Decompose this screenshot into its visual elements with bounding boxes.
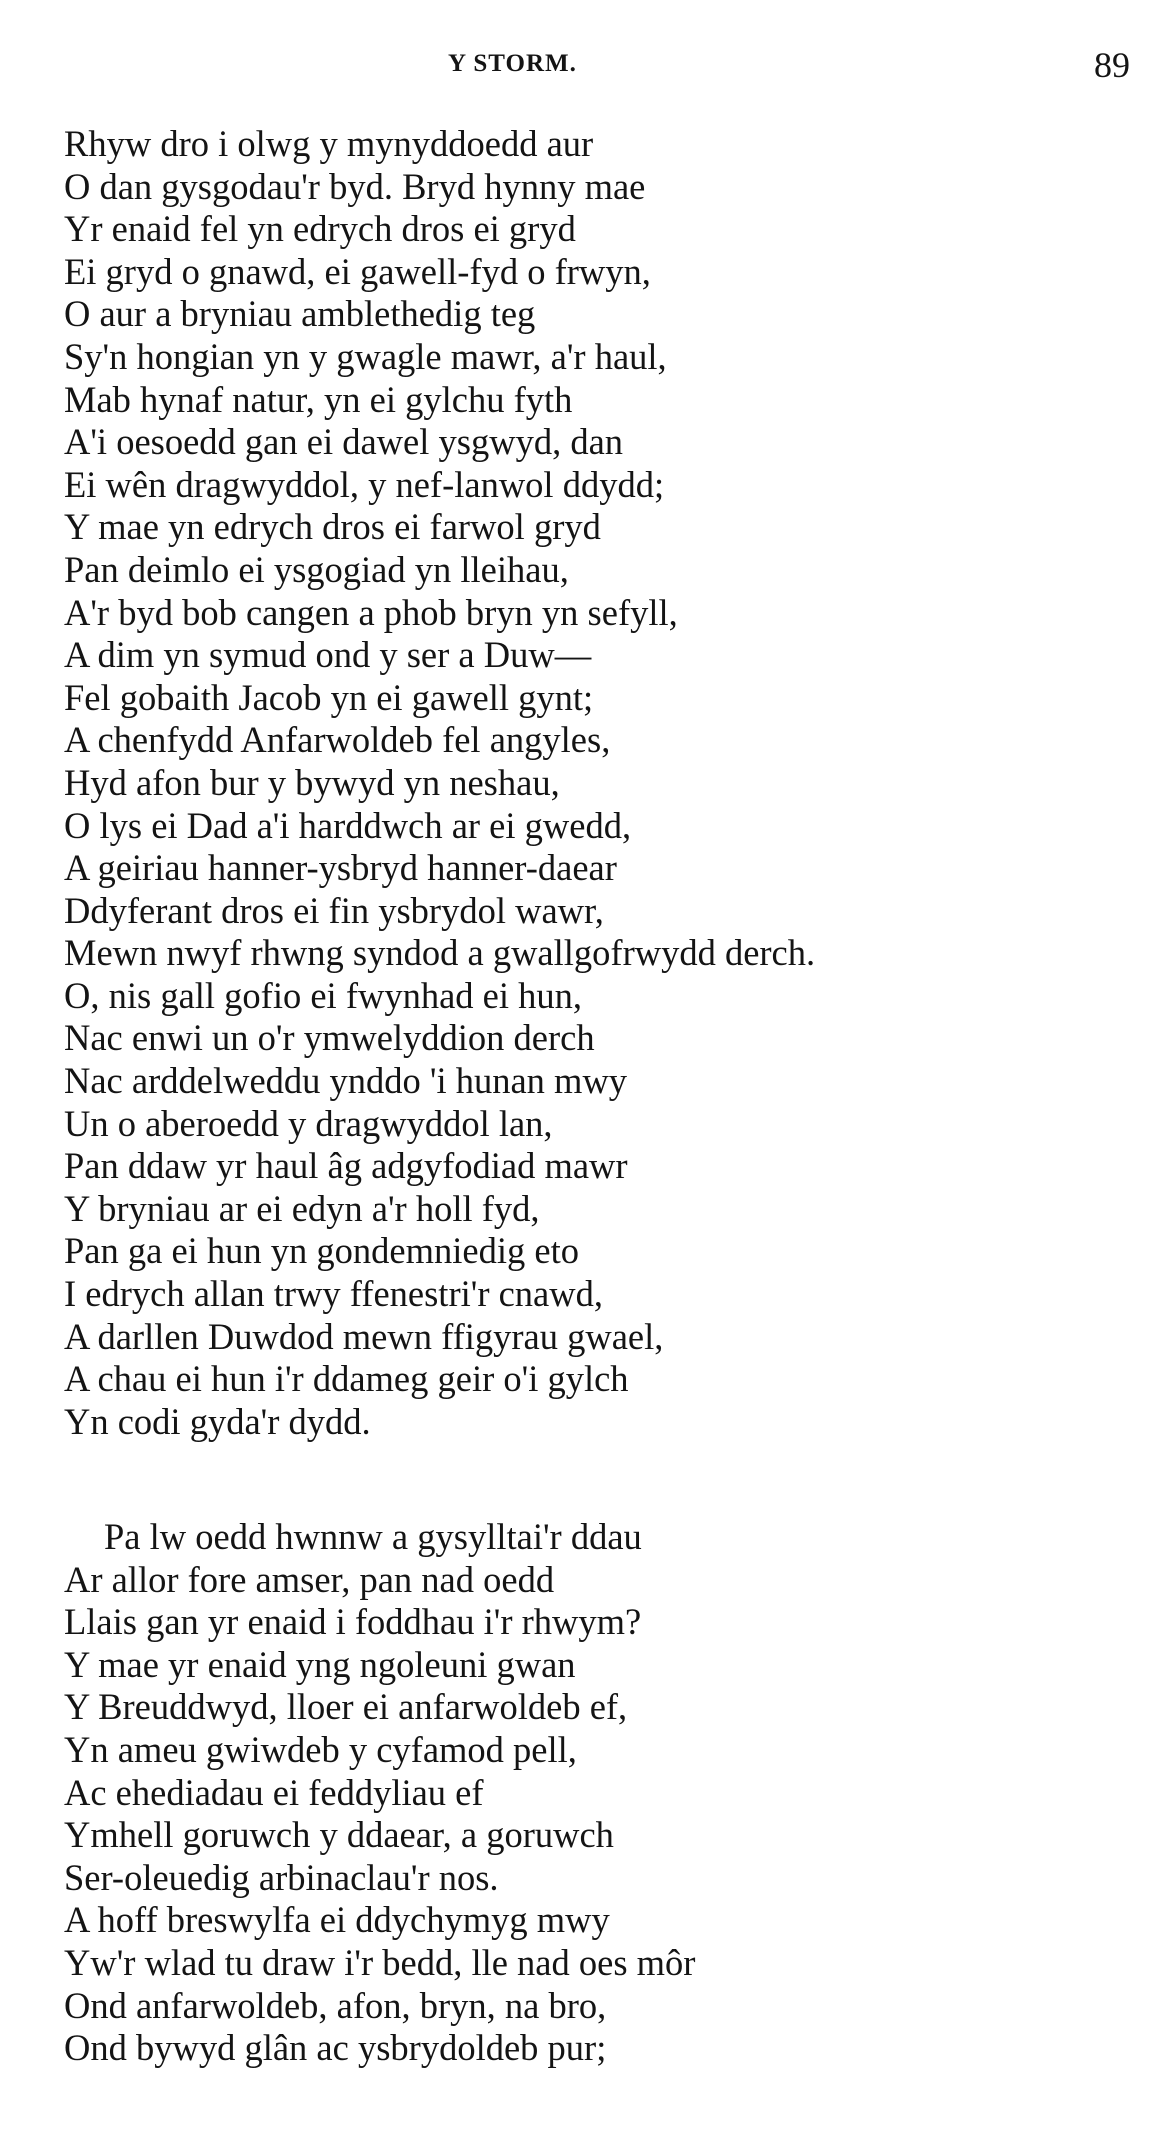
poem-line: Yr enaid fel yn edrych dros ei gryd (64, 208, 576, 250)
poem-line: Ymhell goruwch y ddaear, a goruwch (64, 1814, 614, 1856)
poem-line: O lys ei Dad a'i harddwch ar ei gwedd, (64, 804, 632, 846)
poem-line: Mab hynaf natur, yn ei gylchu fyth (64, 378, 573, 420)
poem-line: Mewn nwyf rhwng syndod a gwallgofrwydd derch. (64, 932, 816, 974)
poem-line: Y Breuddwyd, lloer ei anfarwoldeb ef, (64, 1686, 628, 1728)
poem-line: A geiriau hanner-ysbryd hanner-daear (64, 847, 617, 889)
poem-line: Y mae yr enaid yng ngoleuni gwan (64, 1643, 576, 1685)
poem-line: Ei wên dragwyddol, y nef-lanwol ddydd; (64, 463, 665, 505)
poem-line: Ar allor fore amser, pan nad oedd (64, 1558, 555, 1600)
poem-line: Pan deimlo ei ysgogiad yn lleihau, (64, 548, 569, 590)
poem-line: Pan ga ei hun yn gondemniedig eto (64, 1230, 579, 1272)
poem-line: Yw'r wlad tu draw i'r bedd, lle nad oes môr (64, 1941, 696, 1983)
poem-line: A'i oesoedd gan ei dawel ysgwyd, dan (64, 421, 624, 463)
poem-line: Sy'n hongian yn y gwagle mawr, a'r haul, (64, 335, 667, 377)
running-head (0, 44, 1155, 84)
poem-line: Ser-oleuedig arbinaclau'r nos. (64, 1856, 499, 1898)
poem-line: Y bryniau ar ei edyn a'r holl fyd, (64, 1187, 540, 1229)
poem-line: I edrych allan trwy ffenestri'r cnawd, (64, 1273, 603, 1315)
poem-line: A chenfydd Anfarwoldeb fel angyles, (64, 719, 611, 761)
poem-line: Hyd afon bur y bywyd yn neshau, (64, 761, 560, 803)
poem-line: A chau ei hun i'r ddameg geir o'i gylch (64, 1358, 629, 1400)
poem-line: O, nis gall gofio ei fwynhad ei hun, (64, 974, 583, 1016)
stanza-2 (64, 1516, 1124, 2070)
poem-line: A hoff breswylfa ei ddychymyg mwy (64, 1899, 610, 1941)
poem-line: Fel gobaith Jacob yn ei gawell gynt; (64, 676, 594, 718)
poem-line-indented: Pa lw oedd hwnnw a gysylltai'r ddau (104, 1516, 642, 1557)
poem-line: Yn codi gyda'r dydd. (64, 1400, 371, 1442)
poem-line: Llais gan yr enaid i foddhau i'r rhwym? (64, 1601, 642, 1643)
poem-line: Nac enwi un o'r ymwelyddion derch (64, 1017, 595, 1059)
poem-line: Y mae yn edrych dros ei farwol gryd (64, 506, 601, 548)
poem-line: Pan ddaw yr haul âg adgyfodiad mawr (64, 1145, 628, 1187)
page-number: 89 (1094, 45, 1130, 85)
poem-line: A darllen Duwdod mewn ffigyrau gwael, (64, 1315, 664, 1357)
poem-line: Rhyw dro i olwg y mynyddoedd aur (64, 123, 594, 164)
poem-line: Yn ameu gwiwdeb y cyfamod pell, (64, 1728, 577, 1770)
poem-line: Ond bywyd glân ac ysbrydoldeb pur; (64, 2027, 607, 2069)
poem-line: Ond anfarwoldeb, afon, bryn, na bro, (64, 1984, 607, 2026)
poem-line: Nac arddelweddu ynddo 'i hunan mwy (64, 1060, 628, 1102)
poem-line: O dan gysgodau'r byd. Bryd hynny mae (64, 165, 646, 207)
poem-line: A'r byd bob cangen a phob bryn yn sefyll, (64, 591, 678, 633)
poem-line: A dim yn symud ond y ser a Duw— (64, 634, 592, 676)
stanza-1 (64, 123, 1124, 1443)
poem-line: Un o aberoedd y dragwyddol lan, (64, 1102, 553, 1144)
running-title: Y STORM. (448, 50, 577, 77)
poem-line: Ei gryd o gnawd, ei gawell-fyd o frwyn, (64, 250, 651, 292)
poem-line: Ac ehediadau ei feddyliau ef (64, 1771, 484, 1813)
poem-line: O aur a bryniau amblethedig teg (64, 293, 536, 335)
poem-line: Ddyferant dros ei fin ysbrydol wawr, (64, 889, 604, 931)
